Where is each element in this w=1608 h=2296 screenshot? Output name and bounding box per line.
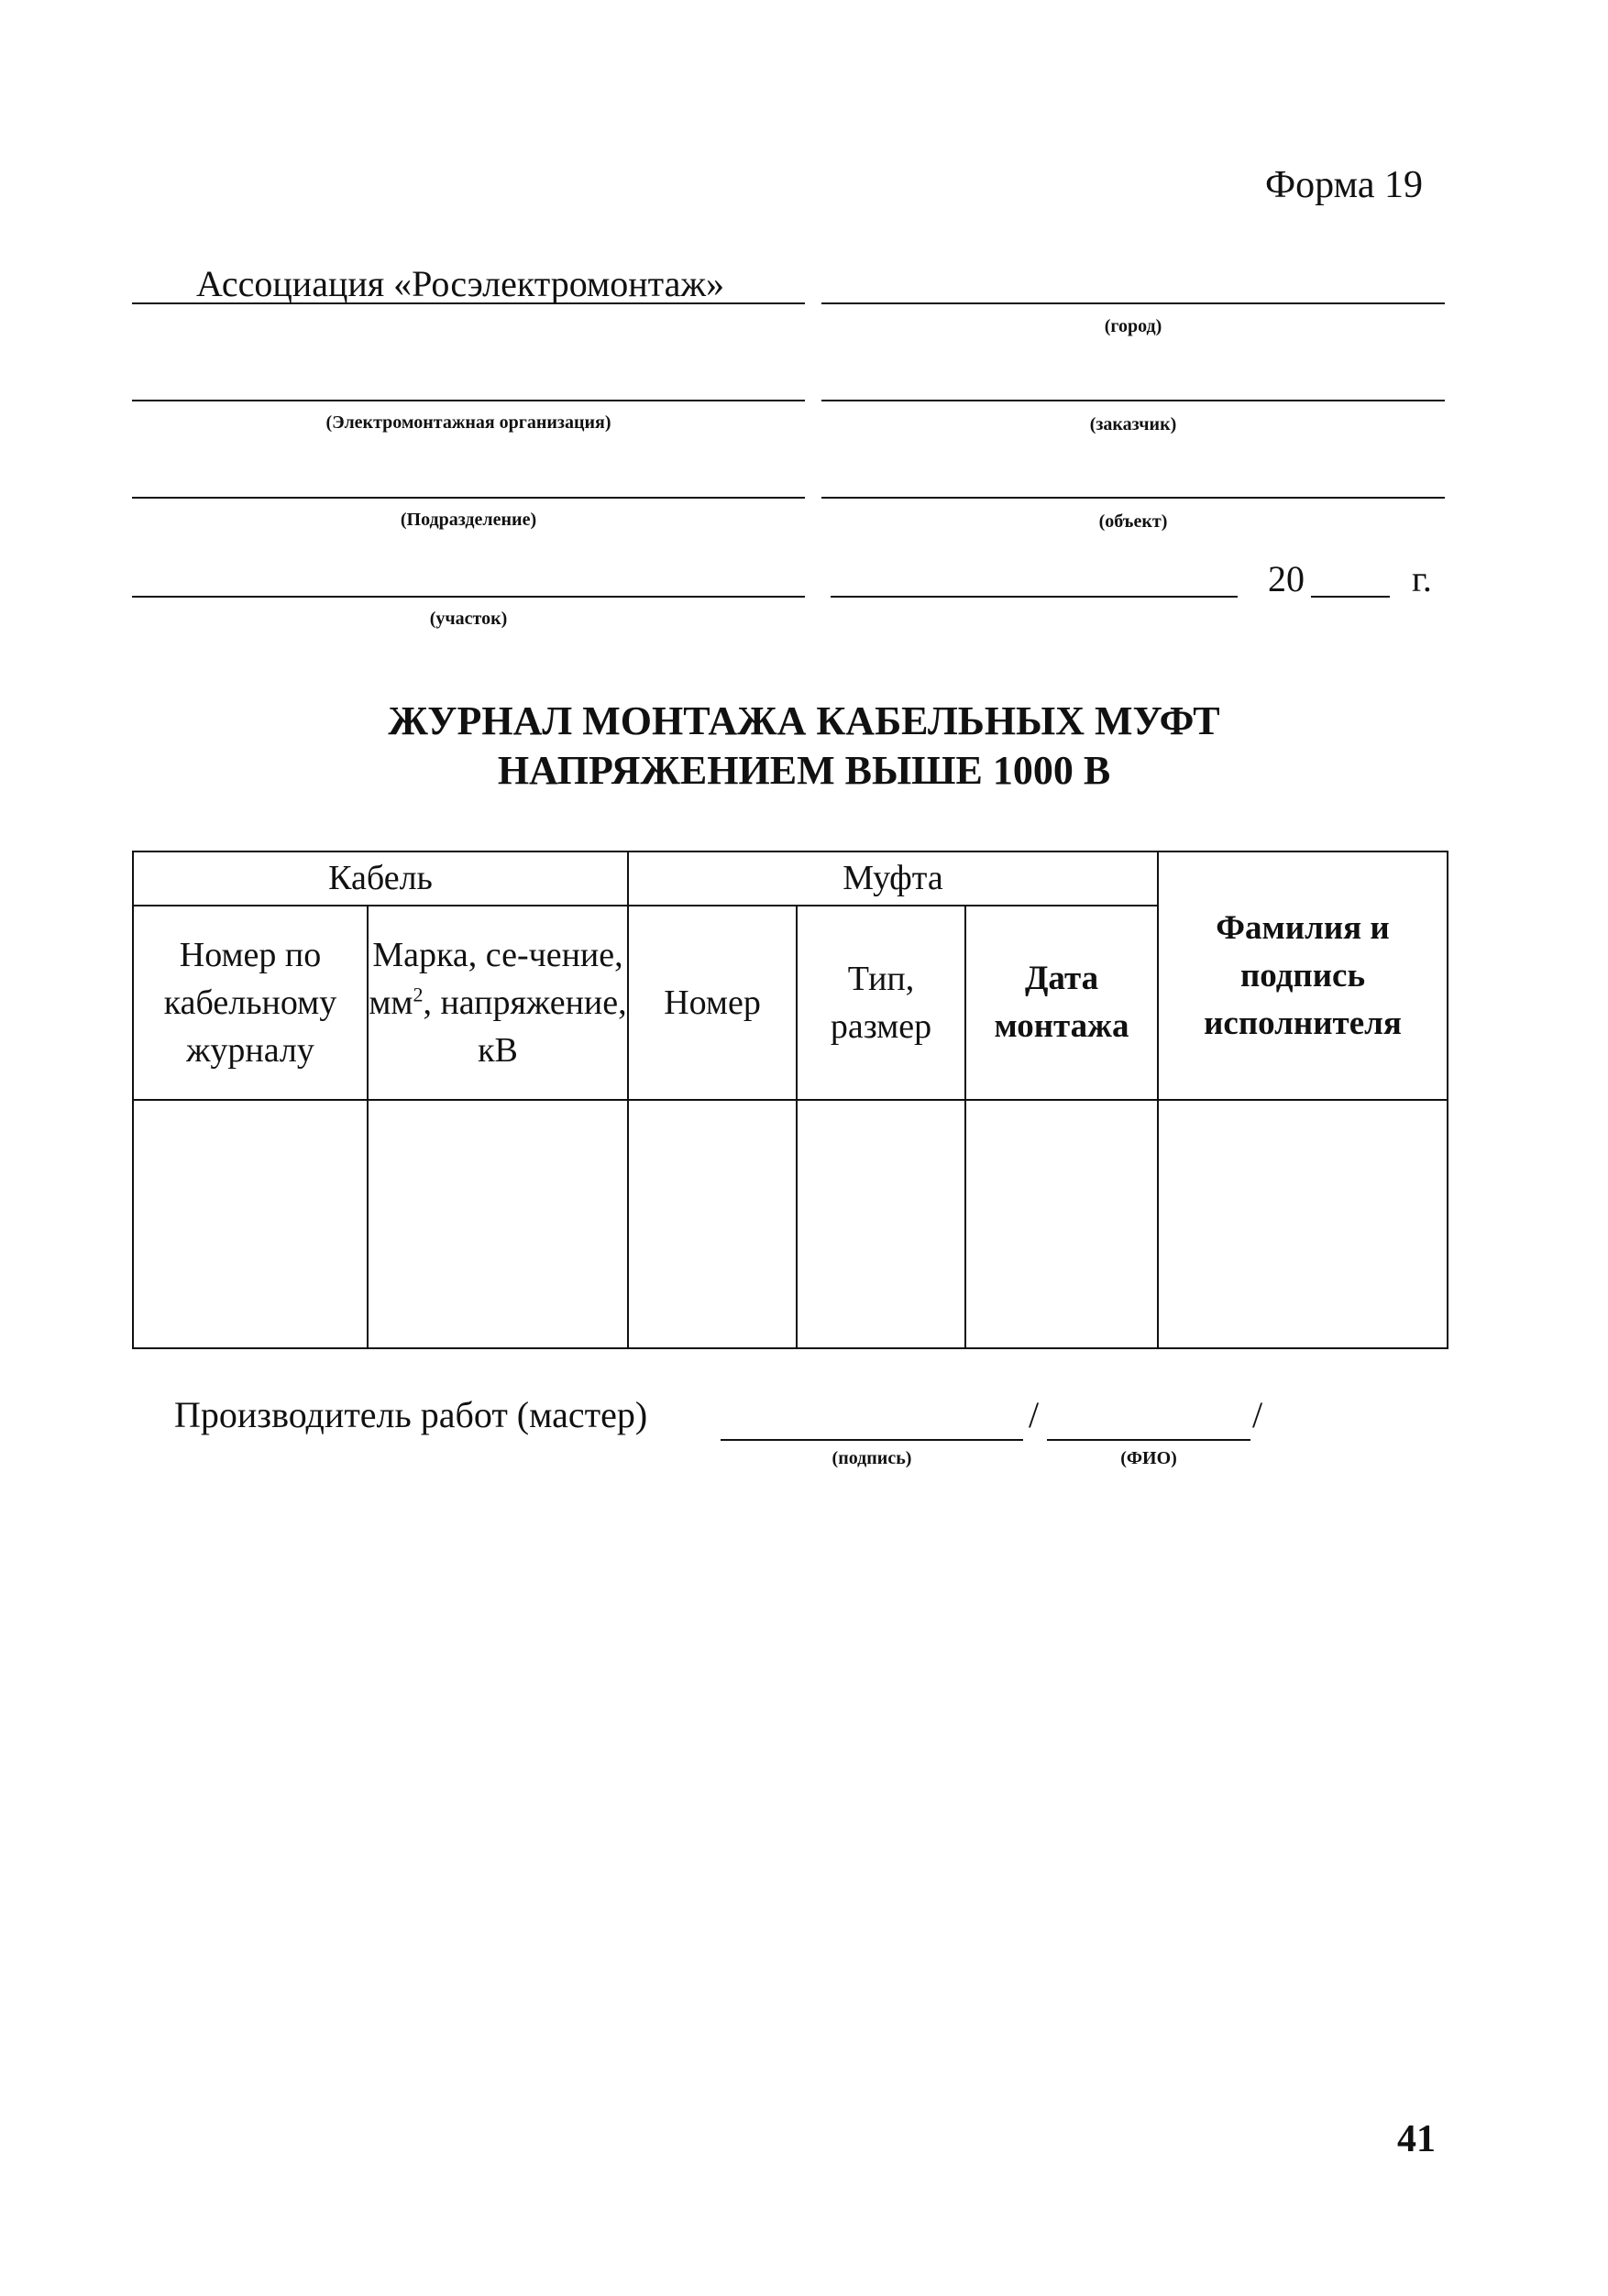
section-field-line[interactable] (132, 596, 805, 598)
signature-caption: (подпись) (832, 1448, 912, 1468)
executor-cell[interactable] (1158, 1100, 1448, 1348)
table-row (133, 1100, 1448, 1348)
coupling-number-column-header: Номер (628, 906, 797, 1101)
section-caption: (участок) (429, 609, 508, 629)
name-field-line[interactable] (1047, 1439, 1250, 1441)
coupling-group-header: Муфта (628, 851, 1158, 906)
city-caption: (город) (1104, 316, 1162, 336)
mount-date-column-header: Дата монтажа (965, 906, 1158, 1101)
foreman-label: Производитель работ (мастер) (174, 1394, 648, 1435)
journal-number-cell[interactable] (133, 1100, 368, 1348)
mount-date-cell[interactable] (965, 1100, 1158, 1348)
date-field-line[interactable] (831, 596, 1238, 598)
journal-number-column-header: Номер по кабельному журналу (133, 906, 368, 1101)
signature-field-line[interactable] (721, 1439, 1023, 1441)
year-suffix: г. (1412, 558, 1432, 599)
coupling-type-column-header: Тип, размер (797, 906, 965, 1101)
form-number: Форма 19 (1265, 164, 1423, 206)
object-field-line[interactable] (821, 497, 1445, 499)
coupling-number-cell[interactable] (628, 1100, 797, 1348)
city-field-line[interactable] (821, 302, 1445, 304)
document-title (0, 697, 1608, 796)
customer-caption: (заказчик) (1089, 414, 1177, 434)
name-caption: (ФИО) (1120, 1448, 1177, 1468)
page-number: 41 (1397, 2118, 1436, 2160)
brand-header-superscript: 2 (413, 983, 424, 1006)
cable-coupling-journal-table (132, 851, 1448, 1349)
object-caption: (объект) (1098, 511, 1168, 532)
brand-header-text-2: , напряжение, кВ (423, 983, 627, 1071)
organization-name: Ассоциация «Росэлектромонтаж» (196, 263, 725, 304)
contractor-field-line[interactable] (132, 400, 805, 401)
brand-cell[interactable] (368, 1100, 628, 1348)
customer-field-line[interactable] (821, 400, 1445, 401)
organization-underline (132, 302, 805, 304)
brand-header-text-1: Марка, се-чение, мм (369, 936, 623, 1023)
brand-column-header (368, 906, 628, 1101)
coupling-type-cell[interactable] (797, 1100, 965, 1348)
executor-column-header: Фамилия и подпись исполнителя (1158, 851, 1448, 1100)
year-prefix: 20 (1268, 558, 1305, 599)
title-line-2: НАПРЯЖЕНИЕМ ВЫШЕ 1000 В (497, 748, 1111, 793)
contractor-caption: (Электромонтажная организация) (325, 412, 611, 433)
year-field-line[interactable] (1311, 596, 1390, 598)
name-end-slash: / (1252, 1394, 1263, 1435)
subdivision-field-line[interactable] (132, 497, 805, 499)
signature-separator-slash: / (1029, 1394, 1040, 1435)
cable-group-header: Кабель (133, 851, 628, 906)
subdivision-caption: (Подразделение) (400, 510, 537, 530)
title-line-1: ЖУРНАЛ МОНТАЖА КАБЕЛЬНЫХ МУФТ (388, 698, 1220, 743)
